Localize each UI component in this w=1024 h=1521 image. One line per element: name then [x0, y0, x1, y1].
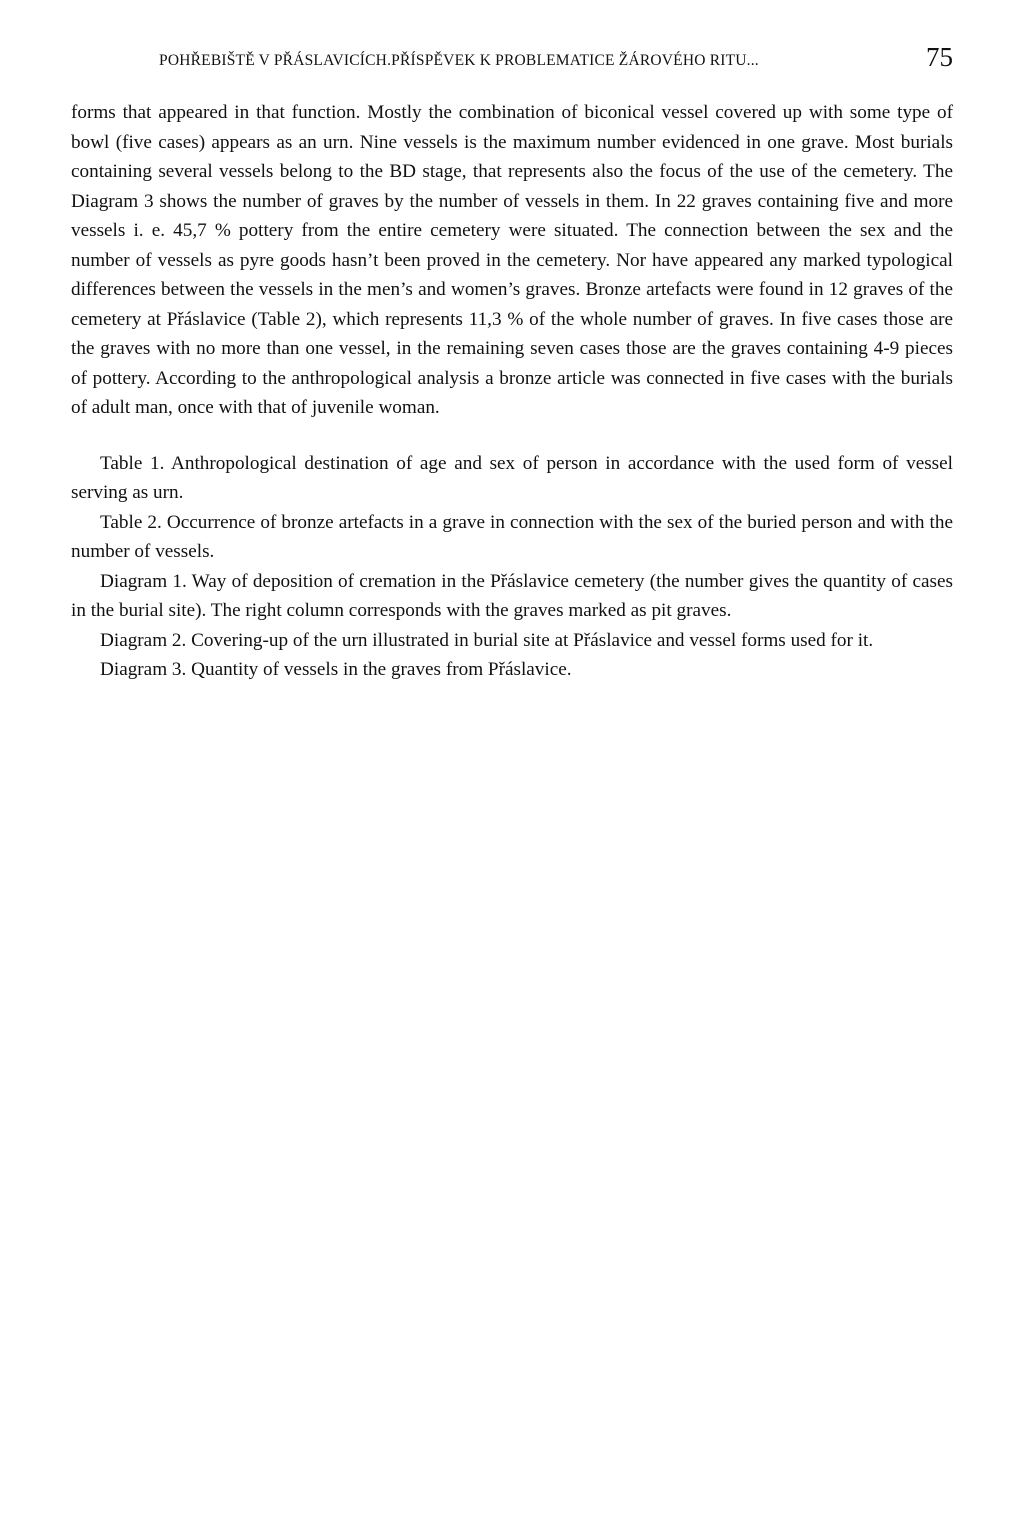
caption-table-1: Table 1. Anthropological destination of age and sex of person in accordance with the used form of vessel serving as urn.	[71, 452, 953, 503]
running-header	[71, 40, 953, 80]
body-paragraph: forms that appeared in that function. Mostly the combination of biconical vessel covered up with some type of bowl (five cases) appears as an urn. Nine vessels is the maximum number evidenced in one grave. Most burials containing several vessels belong to the BD stage, that represents also the focus of the use of the cemetery. The Diagram 3 shows the number of graves by the number of vessels in them. In 22 graves containing five and more vessels i. e. 45,7 % pottery from the entire cemetery were situated. The connection between the sex and the number of vessels as pyre goods hasn’t been proved in the cemetery. Nor have appeared any marked typological differences between the vessels in the men’s and women’s graves. Bronze artefacts were found in 12 graves of the cemetery at Přáslavice (Table 2), which represents 11,3 % of the whole number of graves. In five cases those are the graves with no more than one vessel, in the remaining seven cases those are the graves containing 4-9 pieces of pottery. According to the anthropological analysis a bronze article was connected in five cases with the burials of adult man, once with that of juvenile woman.	[71, 102, 953, 418]
caption-list	[71, 449, 953, 685]
running-title: POHŘEBIŠTĚ V PŘÁSLAVICÍCH.PŘÍSPĚVEK K PROBLEMATICE ŽÁROVÉHO RITU...	[159, 52, 759, 69]
page	[71, 40, 953, 685]
caption-diagram-1: Diagram 1. Way of deposition of cremation in the Přáslavice cemetery (the number gives the quantity of cases in the burial site). The right column corresponds with the graves marked as pit graves.	[71, 570, 953, 621]
caption-diagram-2: Diagram 2. Covering-up of the urn illustrated in burial site at Přáslavice and vessel forms used for it.	[100, 629, 874, 651]
caption-table-2: Table 2. Occurrence of bronze artefacts in a grave in connection with the sex of the buried person and with the number of vessels.	[71, 511, 953, 562]
caption-diagram-3: Diagram 3. Quantity of vessels in the graves from Přáslavice.	[100, 659, 572, 680]
page-number: 75	[926, 42, 953, 72]
